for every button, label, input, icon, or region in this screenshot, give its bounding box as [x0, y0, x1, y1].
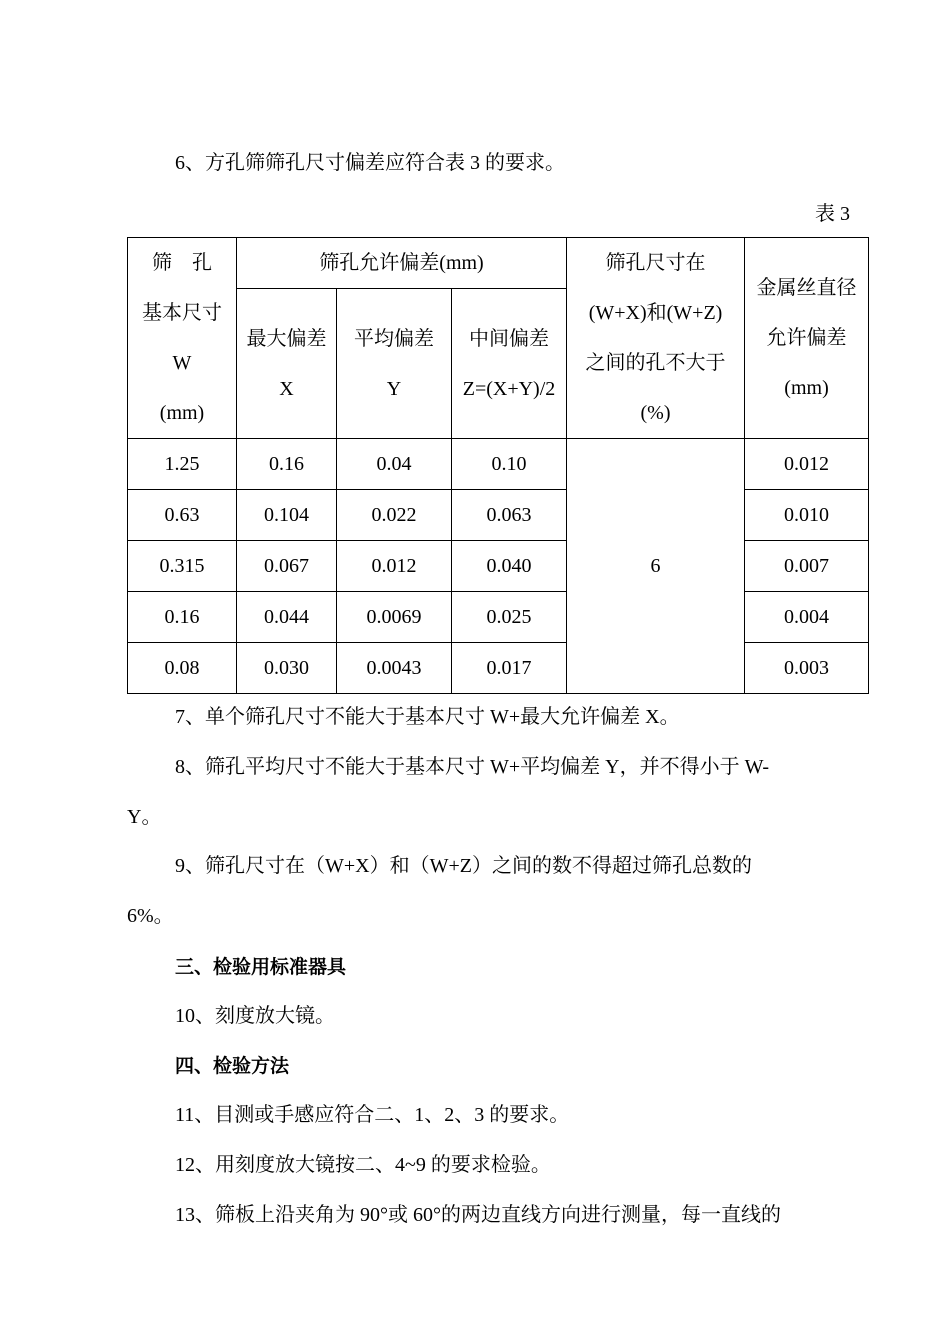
cell-x: 0.067 — [237, 541, 337, 592]
paragraph-12: 12、用刻度放大镜按二、4~9 的要求检验。 — [175, 1154, 551, 1176]
paragraph-6: 6、方孔筛筛孔尺寸偏差应符合表 3 的要求。 — [175, 152, 565, 174]
cell-w: 0.315 — [128, 541, 237, 592]
paragraph-9-line-2: 6%。 — [127, 905, 174, 927]
paragraph-8-line-1: 8、筛孔平均尺寸不能大于基本尺寸 W+平均偏差 Y，并不得小于 W- — [175, 756, 770, 778]
cell-wire: 0.003 — [745, 643, 869, 694]
table-row — [128, 490, 869, 541]
cell-wire: 0.012 — [745, 439, 869, 490]
cell-y: 0.04 — [337, 439, 452, 490]
cell-x: 0.030 — [237, 643, 337, 694]
cell-z: 0.040 — [452, 541, 567, 592]
header-allowed-deviation: 筛孔允许偏差(mm) — [237, 238, 567, 289]
cell-w: 0.08 — [128, 643, 237, 694]
cell-w: 0.16 — [128, 592, 237, 643]
paragraph-9-line-1: 9、筛孔尺寸在（W+X）和（W+Z）之间的数不得超过筛孔总数的 — [175, 855, 752, 877]
cell-z: 0.063 — [452, 490, 567, 541]
paragraph-13: 13、筛板上沿夹角为 90°或 60°的两边直线方向进行测量，每一直线的 — [175, 1204, 781, 1226]
cell-wire: 0.010 — [745, 490, 869, 541]
cell-y: 0.0069 — [337, 592, 452, 643]
cell-z: 0.017 — [452, 643, 567, 694]
header-between-percent: 筛孔尺寸在 (W+X)和(W+Z) 之间的孔不大于 (%) — [567, 238, 745, 439]
header-avg-deviation: 平均偏差 Y — [337, 289, 452, 439]
paragraph-8-line-2: Y。 — [127, 806, 162, 828]
cell-w: 0.63 — [128, 490, 237, 541]
header-wire-deviation: 金属丝直径 允许偏差 (mm) — [745, 238, 869, 439]
cell-y: 0.0043 — [337, 643, 452, 694]
table-row — [128, 439, 869, 490]
header-max-deviation: 最大偏差 X — [237, 289, 337, 439]
header-mid-deviation: 中间偏差 Z=(X+Y)/2 — [452, 289, 567, 439]
cell-z: 0.10 — [452, 439, 567, 490]
table-row — [128, 643, 869, 694]
table-3 — [127, 237, 869, 694]
section-4-heading: 四、检验方法 — [175, 1055, 290, 1077]
cell-x: 0.16 — [237, 439, 337, 490]
paragraph-7: 7、单个筛孔尺寸不能大于基本尺寸 W+最大允许偏差 X。 — [175, 706, 680, 728]
cell-x: 0.044 — [237, 592, 337, 643]
section-3-heading: 三、检验用标准器具 — [175, 956, 347, 978]
cell-wire: 0.004 — [745, 592, 869, 643]
cell-w: 1.25 — [128, 439, 237, 490]
table-row — [128, 592, 869, 643]
cell-between-value: 6 — [567, 439, 745, 694]
cell-x: 0.104 — [237, 490, 337, 541]
cell-y: 0.012 — [337, 541, 452, 592]
paragraph-10: 10、刻度放大镜。 — [175, 1005, 335, 1027]
cell-wire: 0.007 — [745, 541, 869, 592]
cell-y: 0.022 — [337, 490, 452, 541]
header-basic-size: 筛 孔 基本尺寸 W (mm) — [128, 238, 237, 439]
table-row — [128, 541, 869, 592]
table-caption: 表 3 — [815, 203, 850, 225]
paragraph-11: 11、目测或手感应符合二、1、2、3 的要求。 — [175, 1104, 570, 1126]
cell-z: 0.025 — [452, 592, 567, 643]
